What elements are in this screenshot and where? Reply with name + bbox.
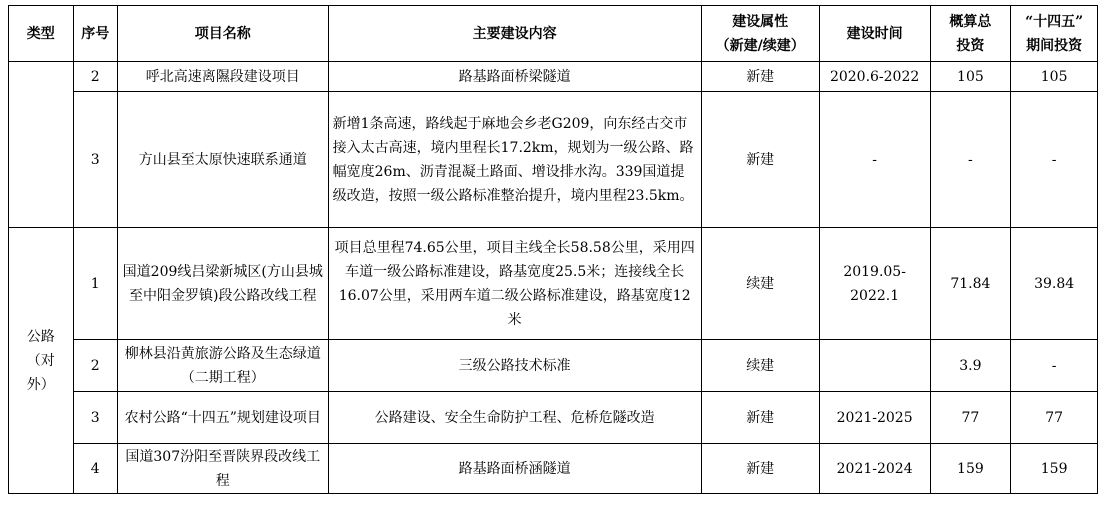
header-build-attribute-line1: 建设属性 <box>732 13 789 30</box>
table-row <box>9 444 1098 494</box>
category-cell-blank <box>9 62 74 92</box>
row-project-name: 柳林县沿黄旅游公路及生态绿道（二期工程） <box>117 340 328 392</box>
row-attribute: 新建 <box>701 62 819 92</box>
row-number: 2 <box>73 340 117 392</box>
header-main-content: 主要建设内容 <box>328 6 701 62</box>
row-project-name: 农村公路“十四五”规划建设项目 <box>117 392 328 444</box>
row-content: 公路建设、安全生命防护工程、危桥危隧改造 <box>328 392 701 444</box>
row-attribute: 新建 <box>701 92 819 228</box>
row-attribute: 续建 <box>701 228 819 340</box>
row-project-name: 国道209线吕梁新城区(方山县城至中阳金罗镇)段公路改线工程 <box>117 228 328 340</box>
row-time: 2019.05-2022.1 <box>819 228 930 340</box>
row-plan: 77 <box>1011 392 1098 444</box>
row-budget: 105 <box>930 62 1011 92</box>
header-plan-investment-line2: 期间投资 <box>1026 37 1083 54</box>
row-content: 路基路面桥涵隧道 <box>328 444 701 494</box>
header-build-time: 建设时间 <box>819 6 930 62</box>
table-row <box>9 340 1098 392</box>
row-content: 项目总里程74.65公里，项目主线全长58.58公里，采用四车道一级公路标准建设，路基宽度25.5米；连接线全长16.07公里，采用两车道二级公路标准建设，路基宽度12米 <box>328 228 701 340</box>
row-time: 2021-2024 <box>819 444 930 494</box>
row-attribute: 续建 <box>701 340 819 392</box>
row-number: 3 <box>73 92 117 228</box>
row-number: 2 <box>73 62 117 92</box>
row-number: 3 <box>73 392 117 444</box>
row-project-name: 呼北高速离隰段建设项目 <box>117 62 328 92</box>
table-header-row <box>9 6 1098 62</box>
row-plan: 39.84 <box>1011 228 1098 340</box>
row-budget: 71.84 <box>930 228 1011 340</box>
row-number: 4 <box>73 444 117 494</box>
row-budget: - <box>930 92 1011 228</box>
row-time: 2021-2025 <box>819 392 930 444</box>
category-cell-blank <box>9 92 74 228</box>
row-budget: 3.9 <box>930 340 1011 392</box>
row-number: 1 <box>73 228 117 340</box>
row-budget: 159 <box>930 444 1011 494</box>
header-total-budget-line2: 投资 <box>956 37 985 54</box>
category-highway-line3: 外） <box>26 376 55 393</box>
table-row <box>9 392 1098 444</box>
row-content: 新增1条高速，路线起于麻地会乡老G209，向东经古交市接入太古高速，境内里程长17.2km，规划为一级公路、路幅宽度26m、沥青混凝土路面、增设排水沟。339国道提级改造，按照一级公路标准整治提升，境内里程23.5km。 <box>328 92 701 228</box>
project-table <box>8 5 1098 494</box>
category-cell-highway <box>9 228 74 494</box>
header-plan-investment-line1: “十四五” <box>1025 13 1084 30</box>
header-build-attribute-line2: （新建/续建） <box>715 37 805 54</box>
row-plan: 159 <box>1011 444 1098 494</box>
row-attribute: 新建 <box>701 392 819 444</box>
header-project-name: 项目名称 <box>117 6 328 62</box>
row-time: - <box>819 92 930 228</box>
table-row <box>9 92 1098 228</box>
table-row <box>9 228 1098 340</box>
row-time <box>819 340 930 392</box>
row-content: 路基路面桥梁隧道 <box>328 62 701 92</box>
row-content: 三级公路技术标准 <box>328 340 701 392</box>
header-total-budget-line1: 概算总 <box>949 13 992 30</box>
header-type: 类型 <box>9 6 74 62</box>
header-number: 序号 <box>73 6 117 62</box>
row-plan: 105 <box>1011 62 1098 92</box>
row-project-name: 方山县至太原快速联系通道 <box>117 92 328 228</box>
row-attribute: 新建 <box>701 444 819 494</box>
header-total-budget <box>930 6 1011 62</box>
category-highway-line1: 公路 <box>26 328 55 345</box>
header-plan-investment <box>1011 6 1098 62</box>
row-plan: - <box>1011 340 1098 392</box>
row-budget: 77 <box>930 392 1011 444</box>
category-highway-line2: （对 <box>26 352 55 369</box>
table-row <box>9 62 1098 92</box>
header-build-attribute <box>701 6 819 62</box>
row-time: 2020.6-2022 <box>819 62 930 92</box>
row-project-name: 国道307汾阳至晋陕界段改线工程 <box>117 444 328 494</box>
row-plan: - <box>1011 92 1098 228</box>
